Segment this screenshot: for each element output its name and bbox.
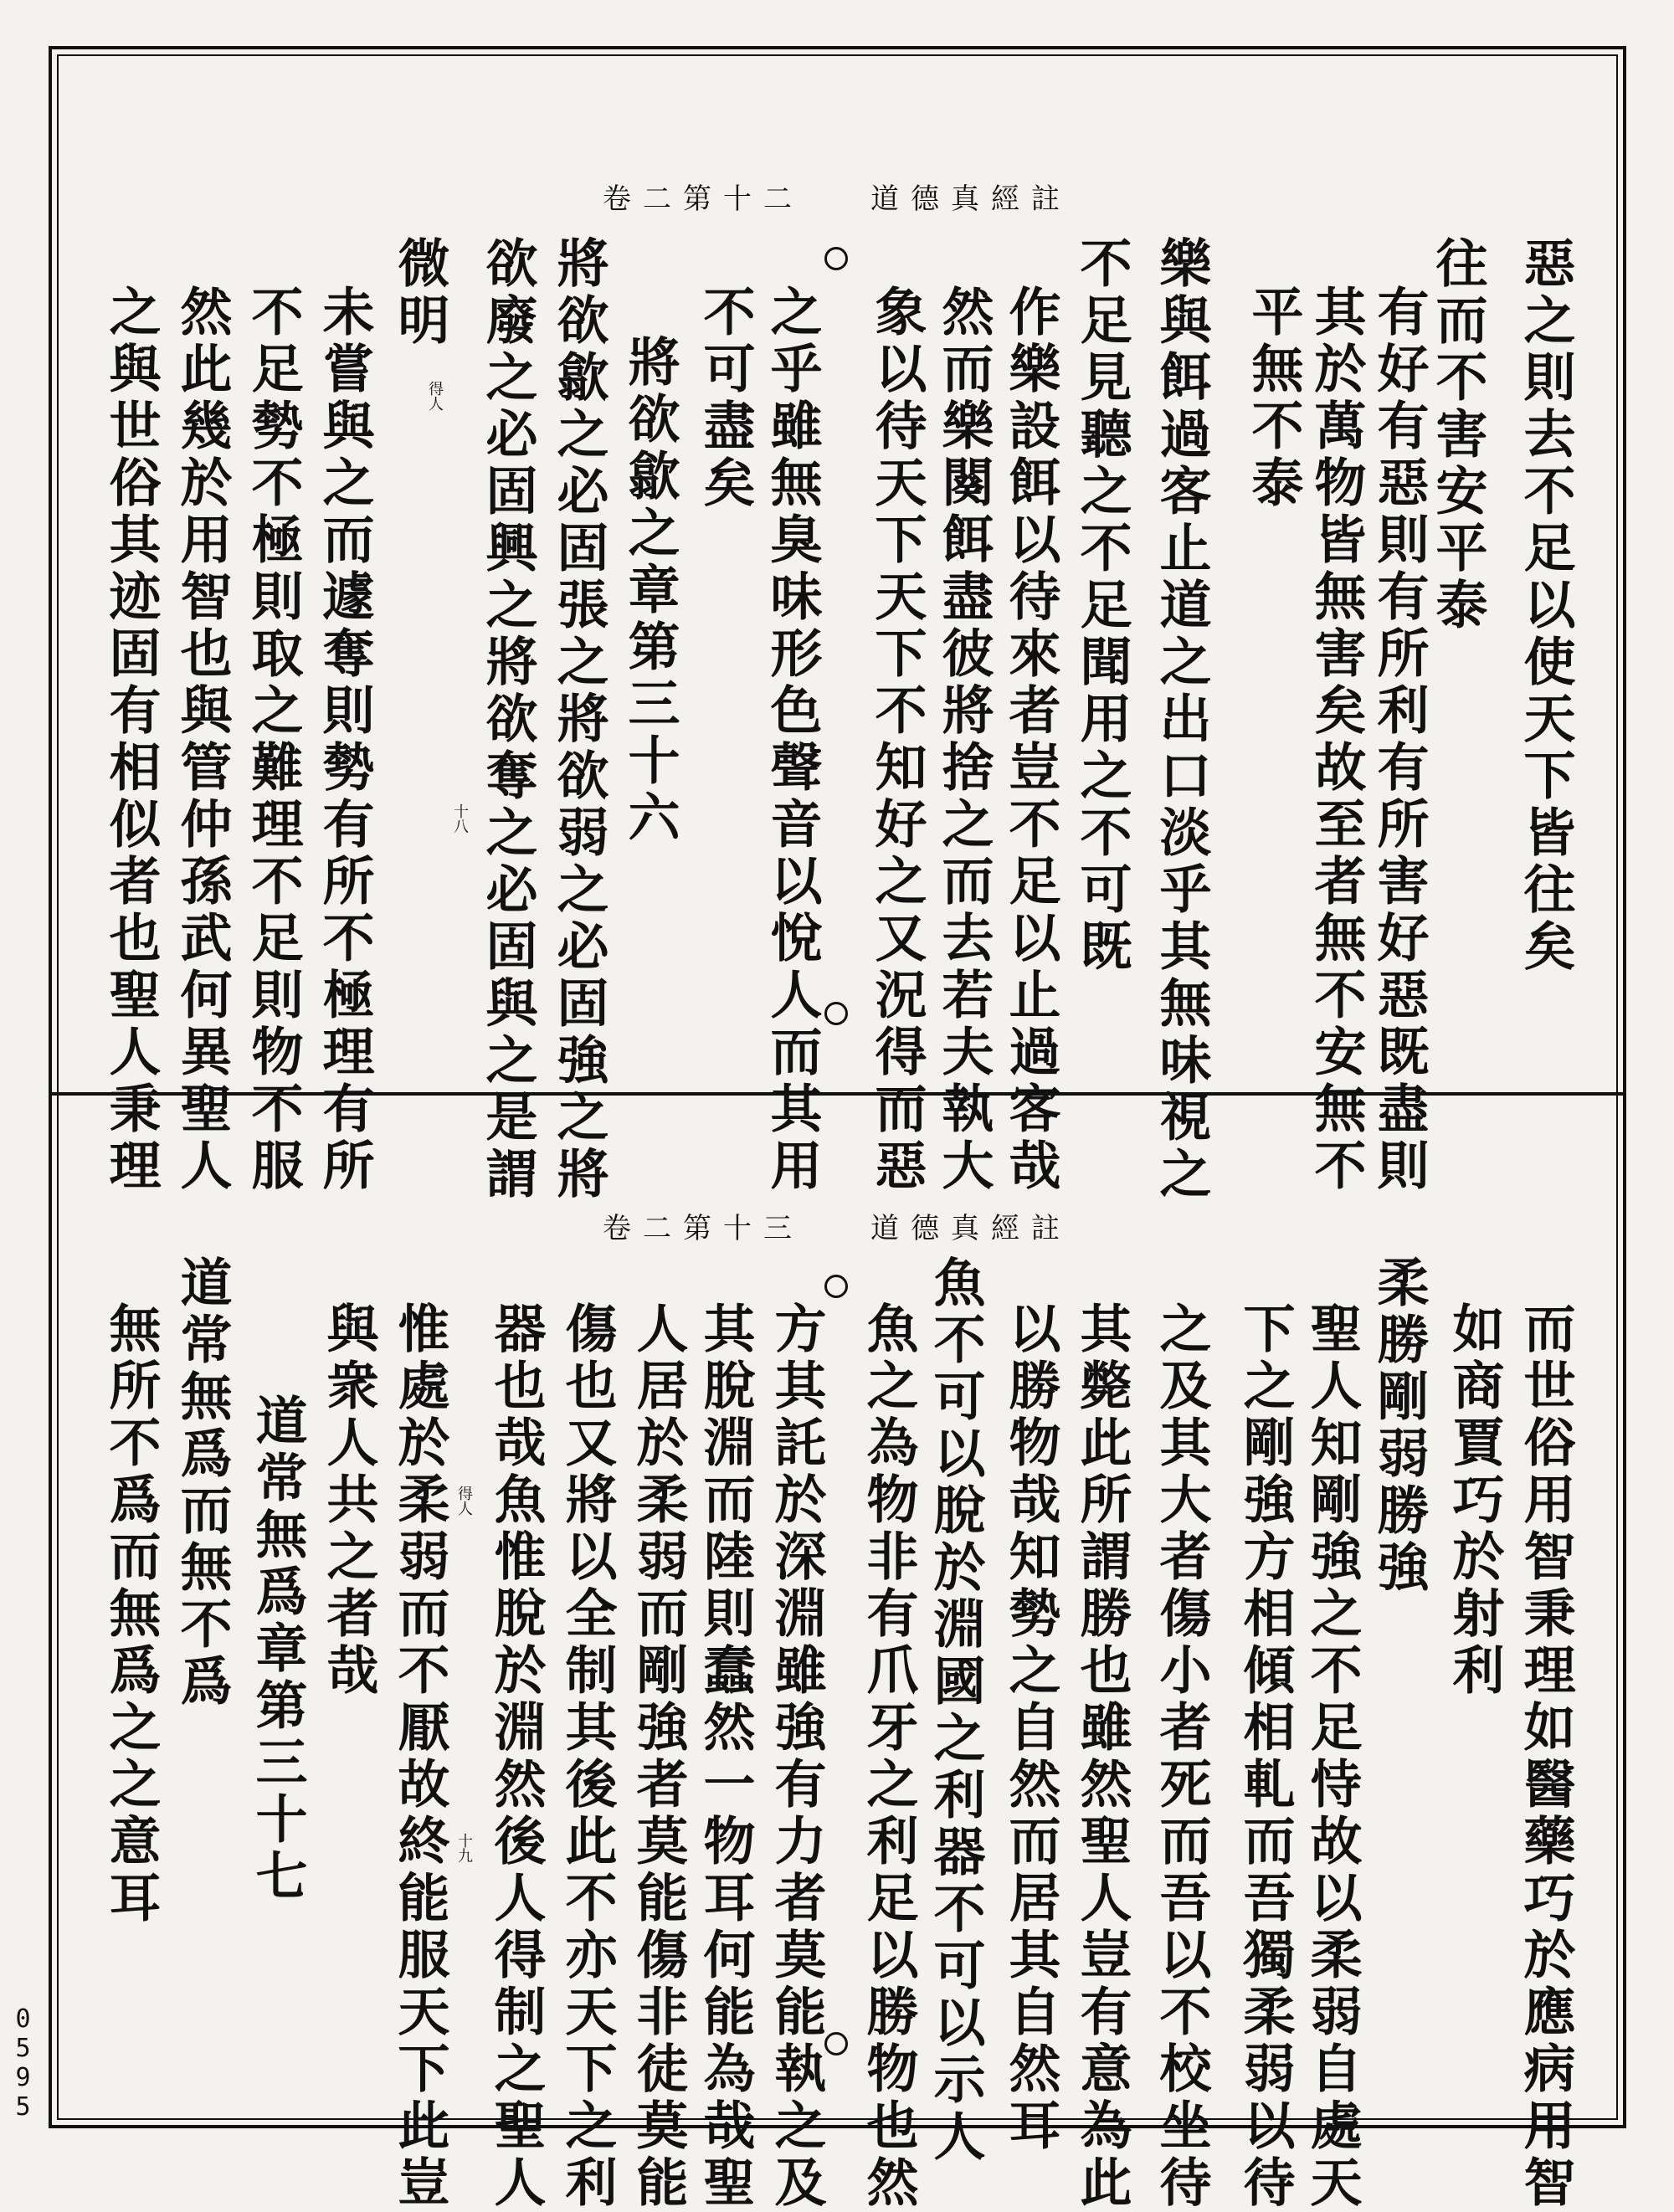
top-column-19: 然此幾於用智也與管仲孫武何異聖人 (172, 285, 233, 1195)
top-column-2: 往而不害安平泰 (1427, 236, 1488, 634)
bottom-column-8: 以勝物哉知勢之自然而居其自然耳 (1000, 1301, 1061, 2155)
top-column-18: 不足勢不極則取之難理不足則物不服 (243, 285, 304, 1195)
top-column-5: 平無不泰 (1243, 285, 1304, 512)
bottom-column-10: 魚之為物非有爪牙之利足以勝物也然 (858, 1301, 919, 2212)
bottom-column-15: 器也哉魚惟脫於淵然後人得制之聖人 (485, 1301, 547, 2212)
bottom-header (502, 1205, 1172, 1255)
bottom-column-18: 道常無爲章第三十七 (247, 1393, 308, 1906)
top-column-3: 有好有惡則有所利有所害好惡既盡則 (1368, 285, 1430, 1195)
bottom-column-9: 魚不可以脫於淵國之利器不可以示人 (925, 1255, 986, 2166)
bottom-column-12: 其脫淵而陸則蠢然一物耳何能為哉聖 (695, 1301, 756, 2212)
bottom-column-7: 其斃此所謂勝也雖然聖人豈有意為此 (1071, 1301, 1132, 2212)
page-number: 0595 (8, 2004, 38, 2122)
bottom-column-20: 無所不爲而無爲之之意耳 (100, 1301, 162, 1927)
top-column-10: 象以待天下天下不知好之又況得而惡 (866, 285, 927, 1195)
bottom-column-16: 惟處於柔弱而不厭故終能服天下此豈 (389, 1301, 450, 2212)
bottom-margin-note: 得人 (455, 1486, 473, 1516)
top-column-4: 其於萬物皆無害矣故至者無不安無不 (1306, 285, 1367, 1195)
top-column-13: 將欲歙之章第三十六 (619, 335, 680, 847)
bottom-column-4: 聖人知剛強之不足恃故以柔弱自處天 (1302, 1301, 1363, 2212)
bottom-column-6: 之及其大者傷小者死而吾以不校坐待 (1151, 1301, 1212, 2212)
bottom-column-3: 柔勝剛弱勝強 (1368, 1255, 1430, 1597)
bottom-column-5: 下之剛強方相傾相軋而吾獨柔弱以待 (1235, 1301, 1296, 2212)
top-column-9: 然而樂闋餌盡彼將捨之而去若夫執大 (933, 285, 994, 1195)
circle-mark (824, 247, 848, 270)
bottom-column-14: 傷也又將以全制其後此不亦天下之利 (557, 1301, 618, 2212)
top-margin-note: 得人 (426, 381, 444, 411)
bottom-header-title: 道德真經註 (870, 1212, 1071, 1245)
top-column-20: 之與世俗其迹固有相似者也聖人秉理 (100, 285, 162, 1195)
top-leaf-note: 十八 (451, 803, 469, 834)
top-column-7: 不足見聽之不足聞用之不可既 (1071, 236, 1132, 976)
circle-mark (824, 1002, 848, 1025)
bottom-leaf-note: 十九 (455, 1833, 473, 1863)
bottom-column-19: 道常無爲而無不爲 (172, 1255, 233, 1711)
circle-mark (824, 1275, 848, 1298)
bottom-header-volume: 卷二第十三 (603, 1212, 804, 1245)
top-header-volume: 卷二第十二 (603, 182, 804, 216)
top-column-11: 之乎雖無臭味形色聲音以悅人而其用 (762, 285, 823, 1195)
bottom-column-1: 而世俗用智秉理如醫藥巧於應病用智 (1515, 1301, 1576, 2212)
top-column-1: 惡之則去不足以使天下皆往矣 (1515, 236, 1576, 976)
top-column-14: 將欲歙之必固張之將欲弱之必固強之將 (548, 236, 609, 1204)
bottom-column-13: 人居於柔弱而剛強者莫能傷非徒莫能 (628, 1301, 689, 2212)
top-header-title: 道德真經註 (870, 182, 1071, 216)
top-column-15: 欲廢之必固興之將欲奪之必固與之是謂 (477, 236, 538, 1204)
bottom-column-2: 如商賈巧於射利 (1444, 1301, 1505, 1700)
top-column-17: 未嘗與之而遽奪則勢有所不極理有所 (314, 285, 375, 1195)
top-column-6: 樂與餌過客止道之出口淡乎其無味視之 (1151, 236, 1212, 1204)
top-column-16: 微明 (389, 236, 450, 350)
top-column-8: 作樂設餌以待來者豈不足以止過客哉 (1000, 285, 1061, 1195)
bottom-column-17: 與衆人共之者哉 (318, 1301, 379, 1700)
top-header (502, 176, 1172, 226)
circle-mark (824, 2032, 848, 2055)
bottom-column-11: 方其託於深淵雖強有力者莫能執之及 (766, 1301, 827, 2212)
top-column-12: 不可盡矣 (695, 285, 756, 512)
